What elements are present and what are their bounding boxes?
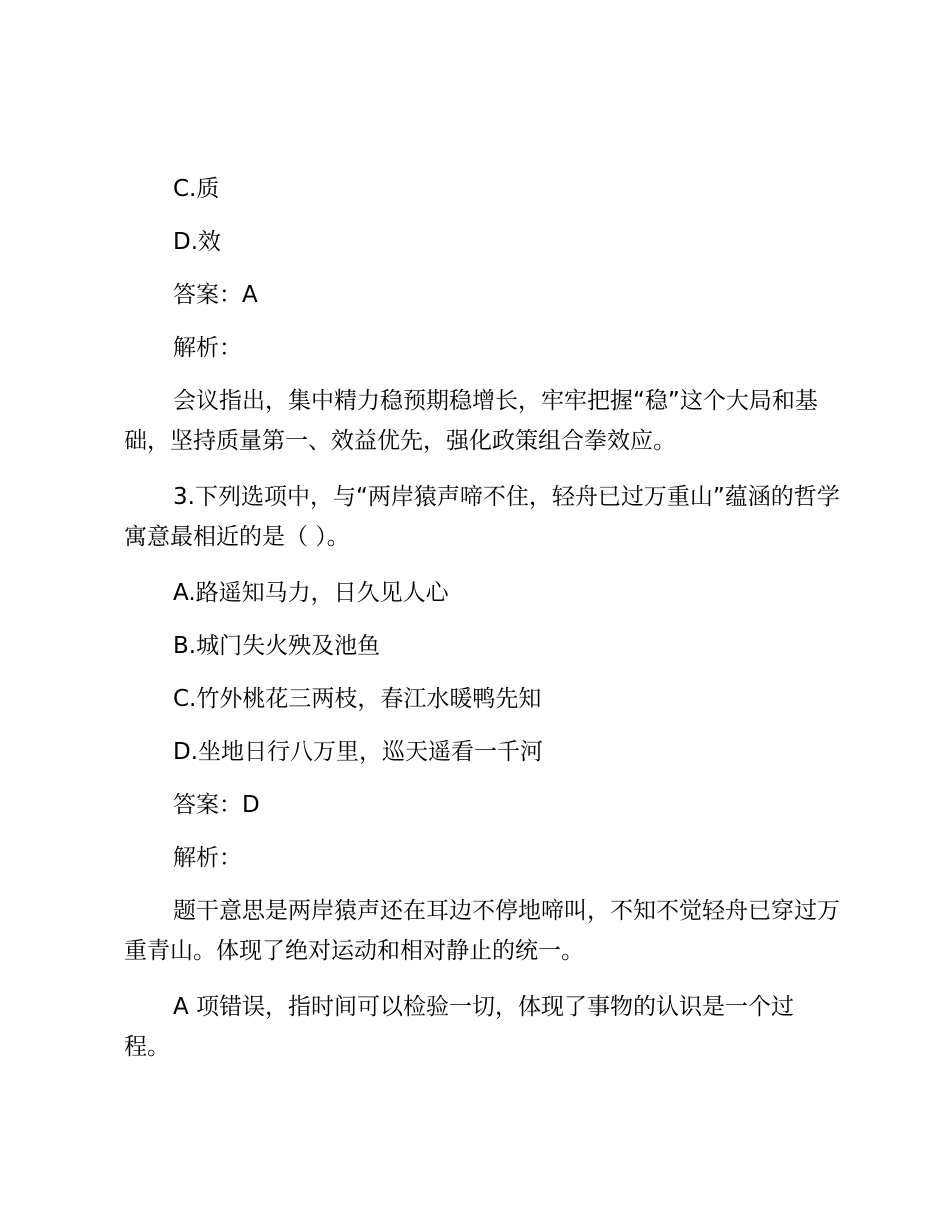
option-d: D.效 <box>173 229 222 255</box>
analysis-heading: 解析： <box>173 335 242 361</box>
analysis-text: 会议指出，集中精力稳预期稳增长，牢牢把握“稳”这个大局和基础，坚持质量第一、效益优先，强化政策组合拳效应。 <box>124 388 818 454</box>
question-3: 3.下列选项中，与“两岸猿声啼不住，轻舟已过万重山”蕴涵的哲学寓意最相近的是（ ）。 <box>124 484 840 550</box>
analysis-text: 题干意思是两岸猿声还在耳边不停地啼叫，不知不觉轻舟已穿过万重青山。体现了绝对运动和相对静止的统一。 <box>124 898 840 964</box>
answer-line: 答案：D <box>173 792 260 818</box>
option-d: D.坐地日行八万里，巡天遥看一千河 <box>173 739 544 765</box>
option-b: B.城门失火殃及池鱼 <box>173 633 381 659</box>
option-c: C.竹外桃花三两枝，春江水暖鸭先知 <box>173 686 542 712</box>
option-c: C.质 <box>173 176 220 202</box>
analysis-heading: 解析： <box>173 845 242 871</box>
analysis-text: A 项错误，指时间可以检验一切，体现了事物的认识是一个过程。 <box>124 994 795 1060</box>
option-a: A.路遥知马力，日久见人心 <box>173 580 449 606</box>
answer-line: 答案：A <box>173 282 258 308</box>
